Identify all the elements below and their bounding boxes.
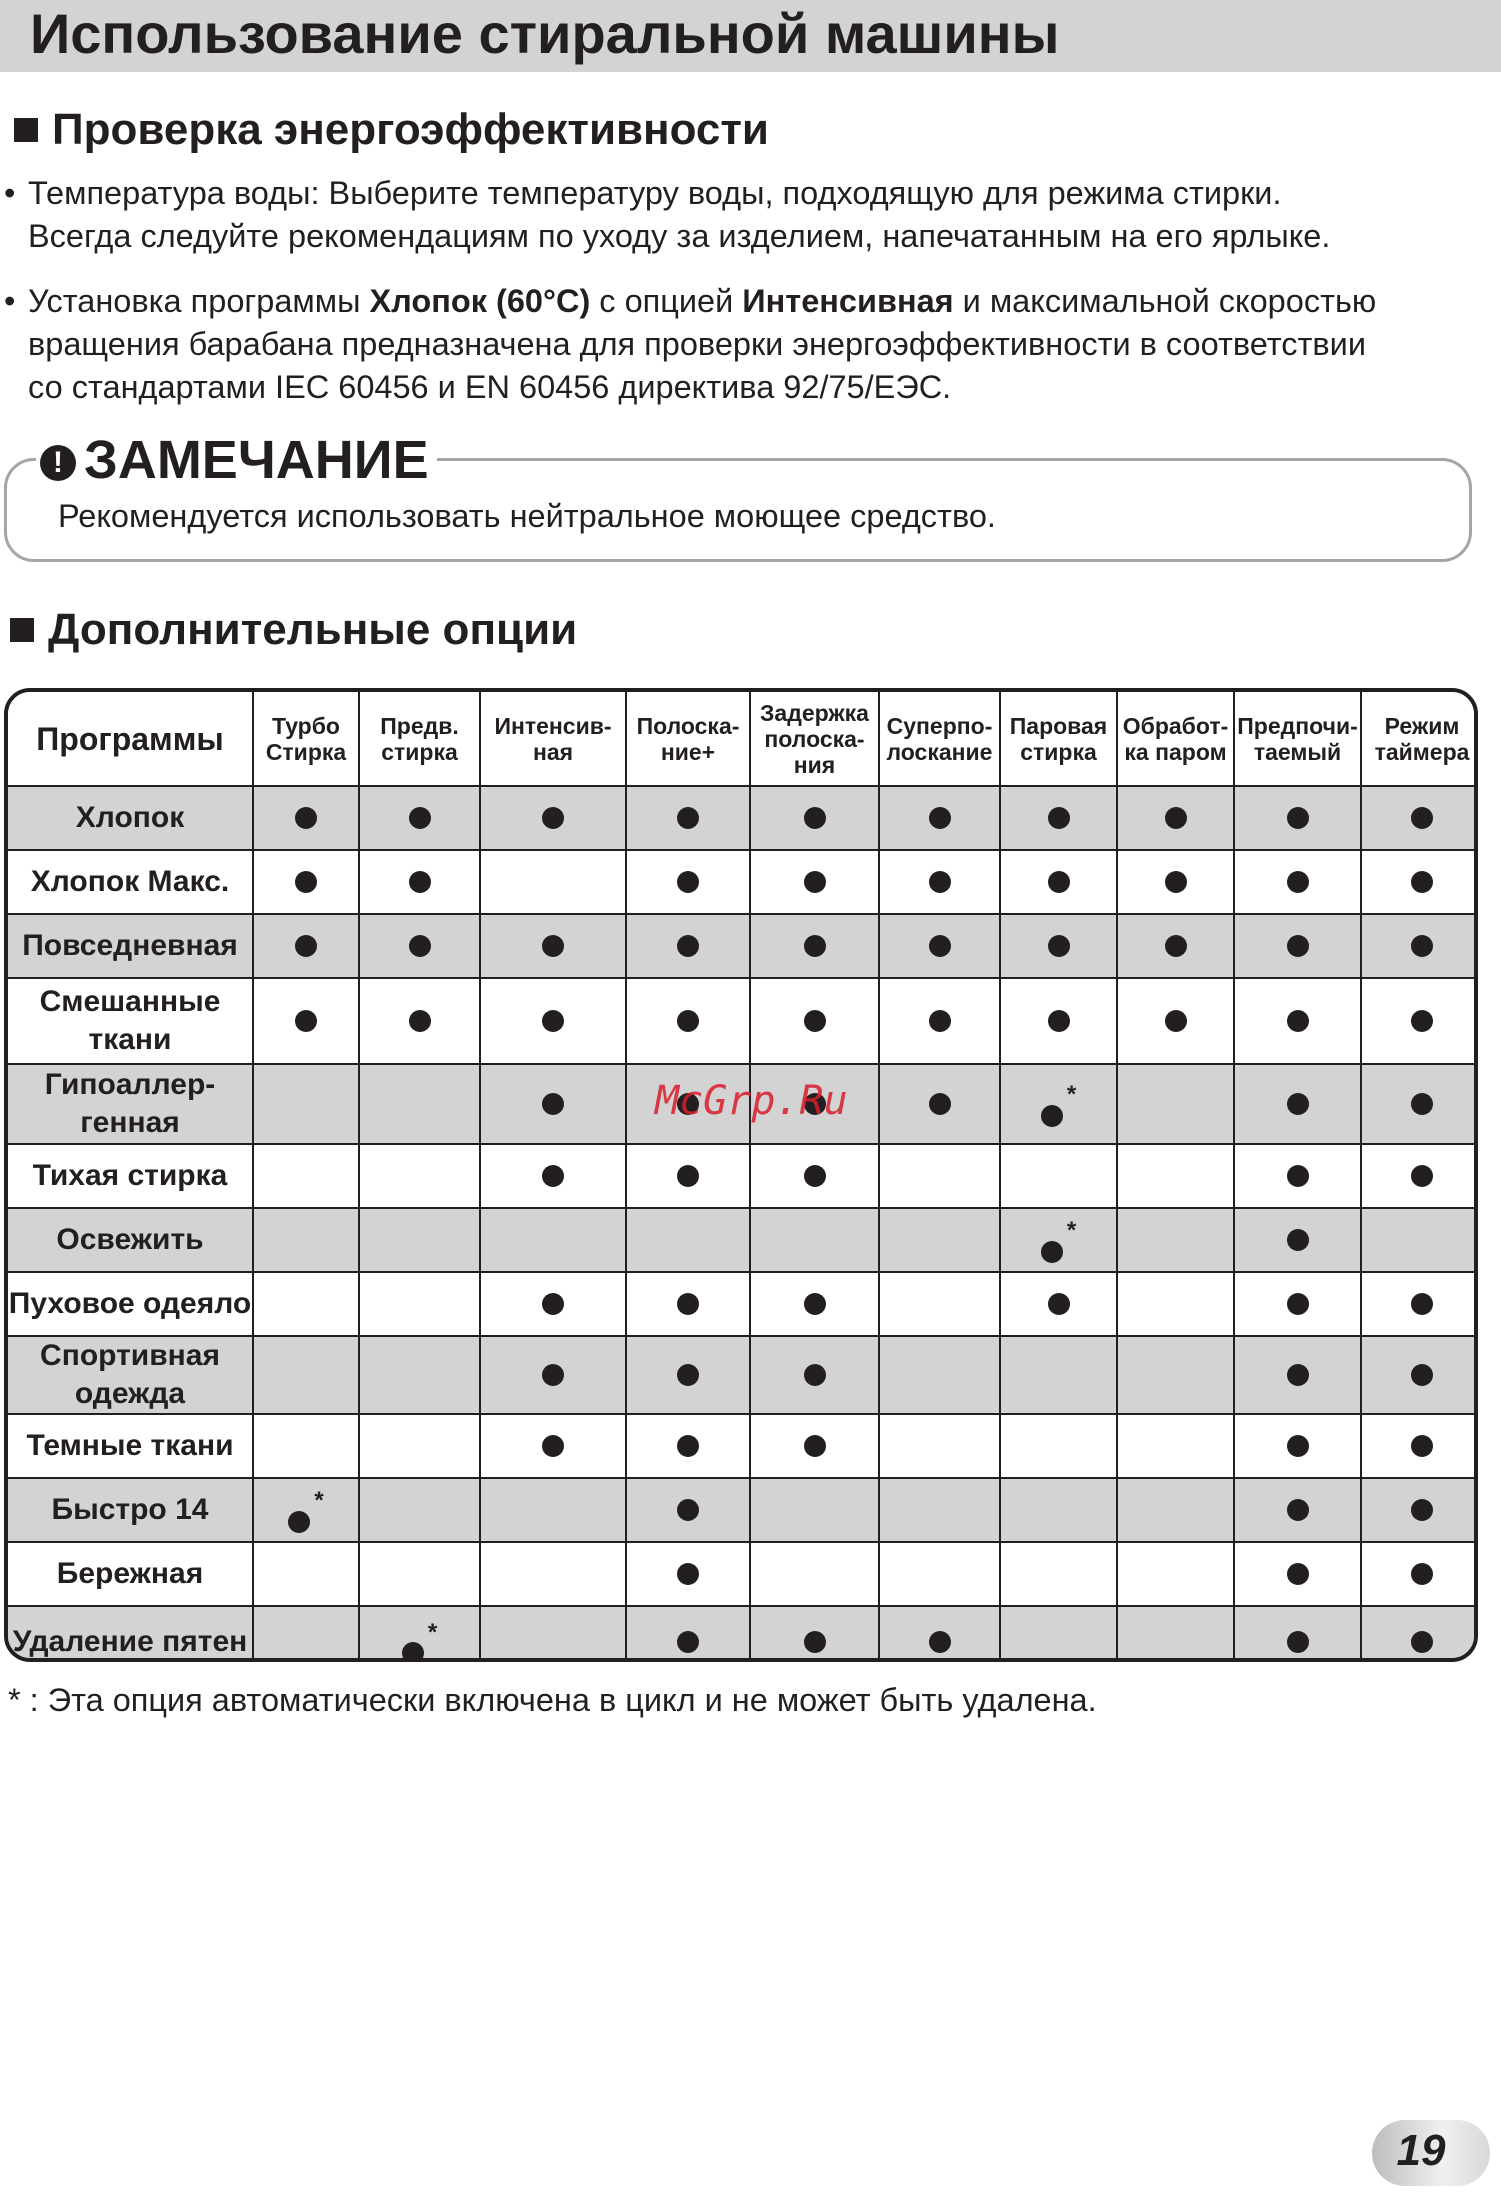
- available-dot-icon: [677, 807, 699, 829]
- table-row: [8, 1208, 1478, 1272]
- available-dot-icon: [542, 1364, 564, 1386]
- option-cell: [626, 914, 750, 978]
- available-dot-icon: [295, 871, 317, 893]
- header-program: Программы: [8, 692, 253, 786]
- option-cell: [1361, 786, 1478, 850]
- available-dot-icon: [295, 807, 317, 829]
- available-dot-icon: [929, 935, 951, 957]
- option-cell: [879, 1208, 1000, 1272]
- option-cell: [359, 1208, 480, 1272]
- available-dot-icon: [804, 871, 826, 893]
- option-cell: [1234, 850, 1361, 914]
- available-dot-icon: [677, 1293, 699, 1315]
- note-text: Рекомендуется использовать нейтральное моющее средство.: [58, 498, 996, 534]
- available-dot-icon: [677, 935, 699, 957]
- available-dot-icon: [1287, 1010, 1309, 1032]
- program-name: Темные ткани: [8, 1414, 253, 1478]
- available-dot-icon: [677, 1499, 699, 1521]
- table-row: [8, 1144, 1478, 1208]
- program-name: Бережная: [8, 1542, 253, 1606]
- option-cell: [1361, 1414, 1478, 1478]
- footnote: * : Эта опция автоматически включена в цикл и не может быть удалена.: [8, 1682, 1097, 1718]
- available-dot-icon: [677, 1165, 699, 1187]
- available-dot-icon: [1411, 1093, 1433, 1115]
- header-option: Полоска-ние+: [626, 692, 750, 786]
- table-row: [8, 1606, 1478, 1662]
- available-dot-icon: [1411, 1435, 1433, 1457]
- option-cell: [480, 1336, 626, 1414]
- option-cell: [1000, 1208, 1117, 1272]
- header-option: Суперпо-лоскание: [879, 692, 1000, 786]
- option-cell: [253, 1064, 359, 1144]
- available-dot-icon: [804, 1165, 826, 1187]
- option-cell: [253, 850, 359, 914]
- option-cell: [480, 1414, 626, 1478]
- option-cell: [1000, 914, 1117, 978]
- option-cell: [750, 1208, 879, 1272]
- option-cell: [253, 1542, 359, 1606]
- available-dot-icon: [409, 807, 431, 829]
- bullet-text-line: Температура воды: Выберите температуру воды, подходящую для режима стирки.: [28, 175, 1282, 211]
- available-dot-icon: [1041, 1105, 1063, 1127]
- available-dot-icon: [1041, 1241, 1063, 1263]
- program-name: Повседневная: [8, 914, 253, 978]
- page-title: Использование стиральной машины: [30, 2, 1060, 65]
- option-cell: [359, 786, 480, 850]
- option-cell: [1000, 1336, 1117, 1414]
- available-dot-icon: [542, 1165, 564, 1187]
- available-dot-icon: [929, 1093, 951, 1115]
- option-cell: [359, 850, 480, 914]
- header-option: Обработ-ка паром: [1117, 692, 1234, 786]
- option-cell: [1361, 1144, 1478, 1208]
- option-cell: [1000, 1542, 1117, 1606]
- available-dot-icon: [1287, 1499, 1309, 1521]
- option-cell: [626, 1208, 750, 1272]
- header-option: Предв. стирка: [359, 692, 480, 786]
- option-cell: [359, 1144, 480, 1208]
- square-bullet-icon: [14, 118, 38, 142]
- available-dot-icon: [1411, 1165, 1433, 1187]
- program-name: Удаление пятен: [8, 1606, 253, 1662]
- option-cell: [253, 1144, 359, 1208]
- available-dot-icon: [409, 871, 431, 893]
- option-cell: [480, 978, 626, 1064]
- option-cell: [480, 1542, 626, 1606]
- option-cell: [879, 978, 1000, 1064]
- available-dot-icon: [1287, 1229, 1309, 1251]
- option-cell: [1000, 1606, 1117, 1662]
- option-cell: [480, 1144, 626, 1208]
- available-dot-icon: [1411, 871, 1433, 893]
- option-cell: [1361, 1542, 1478, 1606]
- option-cell: [750, 1272, 879, 1336]
- option-cell: [1000, 850, 1117, 914]
- option-cell: [879, 1606, 1000, 1662]
- available-dot-icon: [1287, 1293, 1309, 1315]
- option-cell: [879, 1336, 1000, 1414]
- auto-included-star: *: [427, 1618, 438, 1646]
- option-cell: [750, 786, 879, 850]
- available-dot-icon: [804, 1631, 826, 1653]
- available-dot-icon: [804, 1364, 826, 1386]
- available-dot-icon: [1287, 871, 1309, 893]
- option-cell: [359, 914, 480, 978]
- available-dot-icon: [1287, 1093, 1309, 1115]
- option-cell: [1234, 1606, 1361, 1662]
- option-cell: [879, 1414, 1000, 1478]
- option-cell: [480, 1606, 626, 1662]
- table-header-row: [8, 692, 1478, 786]
- option-cell: [1000, 1064, 1117, 1144]
- option-cell: [480, 1064, 626, 1144]
- option-cell: [1361, 1208, 1478, 1272]
- table-row: [8, 1542, 1478, 1606]
- option-cell: [253, 1336, 359, 1414]
- available-dot-icon: [295, 1010, 317, 1032]
- option-cell: [626, 850, 750, 914]
- available-dot-icon: [402, 1642, 424, 1662]
- option-cell: [359, 1064, 480, 1144]
- available-dot-icon: [929, 807, 951, 829]
- available-dot-icon: [1165, 871, 1187, 893]
- watermark: McGrp.Ru: [655, 1078, 848, 1124]
- option-cell: [1361, 978, 1478, 1064]
- available-dot-icon: [542, 807, 564, 829]
- option-cell: [879, 786, 1000, 850]
- available-dot-icon: [542, 935, 564, 957]
- option-cell: [879, 1144, 1000, 1208]
- available-dot-icon: [677, 1631, 699, 1653]
- option-cell: [1361, 914, 1478, 978]
- auto-included-star: *: [314, 1487, 324, 1515]
- available-dot-icon: [1048, 1293, 1070, 1315]
- option-cell: [253, 978, 359, 1064]
- option-cell: [253, 1606, 359, 1662]
- bullet-text-line: вращения барабана предназначена для проверки энергоэффективности в соответствии: [28, 326, 1366, 362]
- available-dot-icon: [1411, 1631, 1433, 1653]
- option-cell: [626, 978, 750, 1064]
- header-option: Турбо Стирка: [253, 692, 359, 786]
- program-name: Смешанные ткани: [8, 978, 253, 1064]
- available-dot-icon: [1411, 935, 1433, 957]
- option-cell: [1117, 1208, 1234, 1272]
- program-name: Гипоаллер-генная: [8, 1064, 253, 1144]
- options-table: [4, 688, 1478, 1662]
- available-dot-icon: [1287, 807, 1309, 829]
- option-cell: [750, 978, 879, 1064]
- option-cell: [626, 1542, 750, 1606]
- header-option: Интенсив-ная: [480, 692, 626, 786]
- option-cell: [1117, 1336, 1234, 1414]
- auto-included-star: *: [1066, 1217, 1077, 1245]
- available-dot-icon: [1048, 871, 1070, 893]
- option-cell: [359, 1606, 480, 1662]
- option-cell: [359, 1542, 480, 1606]
- exclamation-icon: !: [40, 445, 76, 481]
- available-dot-icon: [804, 1010, 826, 1032]
- option-cell: [1234, 1144, 1361, 1208]
- option-cell: [1117, 1542, 1234, 1606]
- table-row: [8, 1272, 1478, 1336]
- option-cell: [750, 1478, 879, 1542]
- table-row: [8, 1478, 1478, 1542]
- option-cell: [1000, 786, 1117, 850]
- available-dot-icon: [1287, 1435, 1309, 1457]
- available-dot-icon: [804, 1293, 826, 1315]
- available-dot-icon: [409, 1010, 431, 1032]
- square-bullet-icon: [10, 618, 34, 642]
- option-cell: [359, 1478, 480, 1542]
- option-cell: [1117, 850, 1234, 914]
- available-dot-icon: [409, 935, 431, 957]
- option-cell: [750, 1606, 879, 1662]
- available-dot-icon: [929, 1010, 951, 1032]
- available-dot-icon: [542, 1010, 564, 1032]
- available-dot-icon: [1287, 1364, 1309, 1386]
- option-cell: [1361, 1606, 1478, 1662]
- available-dot-icon: [677, 1435, 699, 1457]
- bullet-text-line: Всегда следуйте рекомендациям по уходу за изделием, напечатанным на его ярлыке.: [28, 218, 1331, 254]
- header-option: Задержка полоска-ния: [750, 692, 879, 786]
- option-cell: [750, 1414, 879, 1478]
- bullet-text-line: со стандартами IEC 60456 и EN 60456 директива 92/75/ЕЭС.: [28, 369, 952, 405]
- available-dot-icon: [1165, 807, 1187, 829]
- available-dot-icon: [804, 1435, 826, 1457]
- program-name: Спортивная одежда: [8, 1336, 253, 1414]
- header-option: Режим таймера: [1361, 692, 1478, 786]
- page-number: 19: [1396, 2126, 1446, 2175]
- bullet-text-line: Установка программы Хлопок (60°С) с опцией Интенсивная и максимальной скоростью: [28, 283, 1377, 319]
- option-cell: [1000, 978, 1117, 1064]
- option-cell: [879, 1064, 1000, 1144]
- available-dot-icon: [288, 1511, 310, 1533]
- option-cell: [480, 850, 626, 914]
- available-dot-icon: [929, 1631, 951, 1653]
- option-cell: [1000, 1144, 1117, 1208]
- program-name: Освежить: [8, 1208, 253, 1272]
- option-cell: [879, 1272, 1000, 1336]
- available-dot-icon: [1287, 935, 1309, 957]
- option-cell: [1234, 914, 1361, 978]
- available-dot-icon: [677, 871, 699, 893]
- program-name: Хлопок Макс.: [8, 850, 253, 914]
- option-cell: [1117, 914, 1234, 978]
- option-cell: [1117, 1064, 1234, 1144]
- table-row: [8, 1414, 1478, 1478]
- option-cell: [1000, 1478, 1117, 1542]
- option-cell: [1234, 1208, 1361, 1272]
- option-cell: [359, 1414, 480, 1478]
- option-cell: [626, 1272, 750, 1336]
- option-cell: [1117, 978, 1234, 1064]
- option-cell: [1117, 1414, 1234, 1478]
- option-cell: [1234, 978, 1361, 1064]
- option-cell: [253, 914, 359, 978]
- table-row: [8, 786, 1478, 850]
- available-dot-icon: [1411, 1364, 1433, 1386]
- option-cell: [1361, 1478, 1478, 1542]
- available-dot-icon: [1287, 1563, 1309, 1585]
- option-cell: [750, 1336, 879, 1414]
- available-dot-icon: [542, 1093, 564, 1115]
- option-cell: [1234, 1272, 1361, 1336]
- option-cell: [750, 1542, 879, 1606]
- option-cell: [626, 786, 750, 850]
- table-row: [8, 914, 1478, 978]
- program-name: Быстро 14: [8, 1478, 253, 1542]
- available-dot-icon: [677, 1364, 699, 1386]
- available-dot-icon: [804, 935, 826, 957]
- available-dot-icon: [1165, 935, 1187, 957]
- option-cell: [879, 850, 1000, 914]
- option-cell: [480, 1478, 626, 1542]
- bullet-energy-test: [0, 280, 1496, 409]
- bullet-icon: •: [4, 175, 16, 211]
- option-cell: [359, 1336, 480, 1414]
- program-name: Тихая стирка: [8, 1144, 253, 1208]
- section-heading-energy: Проверка энергоэффективности: [14, 104, 769, 156]
- available-dot-icon: [1411, 1010, 1433, 1032]
- option-cell: [750, 850, 879, 914]
- option-cell: [750, 914, 879, 978]
- option-cell: [253, 1272, 359, 1336]
- option-cell: [1117, 1272, 1234, 1336]
- option-cell: [626, 1606, 750, 1662]
- available-dot-icon: [677, 1010, 699, 1032]
- available-dot-icon: [542, 1293, 564, 1315]
- available-dot-icon: [1411, 1563, 1433, 1585]
- option-cell: [879, 914, 1000, 978]
- section-heading-options: Дополнительные опции: [10, 604, 577, 656]
- option-cell: [750, 1144, 879, 1208]
- option-cell: [253, 786, 359, 850]
- available-dot-icon: [1048, 807, 1070, 829]
- option-cell: [626, 1336, 750, 1414]
- option-cell: [1234, 1064, 1361, 1144]
- available-dot-icon: [677, 1563, 699, 1585]
- available-dot-icon: [1411, 1499, 1433, 1521]
- option-cell: [253, 1414, 359, 1478]
- available-dot-icon: [1411, 807, 1433, 829]
- option-cell: [480, 1208, 626, 1272]
- available-dot-icon: [929, 871, 951, 893]
- option-cell: [879, 1478, 1000, 1542]
- table-row: [8, 978, 1478, 1064]
- option-cell: [359, 1272, 480, 1336]
- option-cell: [1117, 786, 1234, 850]
- option-cell: [1361, 850, 1478, 914]
- available-dot-icon: [804, 807, 826, 829]
- available-dot-icon: [1287, 1631, 1309, 1653]
- option-cell: [253, 1478, 359, 1542]
- option-cell: [1000, 1414, 1117, 1478]
- option-cell: [1234, 1542, 1361, 1606]
- option-cell: [1234, 1336, 1361, 1414]
- option-cell: [1234, 786, 1361, 850]
- option-cell: [480, 1272, 626, 1336]
- option-cell: [1234, 1478, 1361, 1542]
- option-cell: [879, 1542, 1000, 1606]
- option-cell: [626, 1144, 750, 1208]
- note-title: ! ЗАМЕЧАНИЕ: [36, 428, 437, 492]
- header-option: Паровая стирка: [1000, 692, 1117, 786]
- available-dot-icon: [542, 1435, 564, 1457]
- option-cell: [1000, 1272, 1117, 1336]
- option-cell: [1234, 1414, 1361, 1478]
- header-option: Предпочи-таемый: [1234, 692, 1361, 786]
- available-dot-icon: [1048, 1010, 1070, 1032]
- option-cell: [480, 914, 626, 978]
- available-dot-icon: [1411, 1293, 1433, 1315]
- table-row: [8, 1336, 1478, 1414]
- available-dot-icon: [1048, 935, 1070, 957]
- option-cell: [1117, 1606, 1234, 1662]
- option-cell: [1361, 1336, 1478, 1414]
- option-cell: [626, 1478, 750, 1542]
- option-cell: [1361, 1272, 1478, 1336]
- available-dot-icon: [295, 935, 317, 957]
- program-name: Пуховое одеяло: [8, 1272, 253, 1336]
- option-cell: [626, 1414, 750, 1478]
- table-row: [8, 850, 1478, 914]
- bullet-water-temp: [0, 172, 1496, 258]
- option-cell: [253, 1208, 359, 1272]
- option-cell: [359, 978, 480, 1064]
- option-cell: [1117, 1478, 1234, 1542]
- bullet-icon: •: [4, 283, 16, 319]
- program-name: Хлопок: [8, 786, 253, 850]
- option-cell: [1117, 1144, 1234, 1208]
- option-cell: [1361, 1064, 1478, 1144]
- auto-included-star: *: [1066, 1081, 1077, 1109]
- available-dot-icon: [1165, 1010, 1187, 1032]
- page-title-bar: [0, 0, 1501, 72]
- available-dot-icon: [1287, 1165, 1309, 1187]
- option-cell: [480, 786, 626, 850]
